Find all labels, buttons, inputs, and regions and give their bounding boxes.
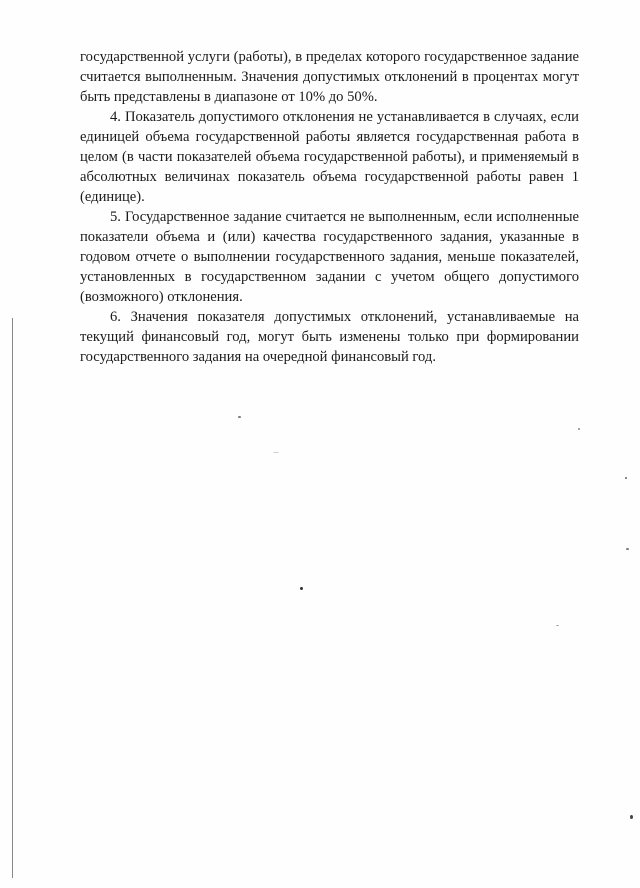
paragraph-continuation: государственной услуги (работы), в пределах которого государственное задание считается выполненным. Значения допустимых отклонений в процентах могут быть представлены в диапазоне от 10% до 50%. [80, 49, 579, 105]
paragraph-item-4: 4. Показатель допустимого отклонения не устанавливается в случаях, если единицей объема государственной работы является государственная работа в целом (в части показателей объема государственной работы), и применяемый в абсолютных величинах показатель объема государственной работы равен 1 (единице). [80, 109, 579, 205]
scan-speck [273, 452, 279, 453]
scan-margin-line [12, 318, 13, 878]
scan-speck [625, 477, 627, 479]
scan-speck [626, 548, 629, 550]
scan-speck [556, 625, 559, 626]
document-body [80, 47, 579, 367]
paragraph-item-6: 6. Значения показателя допустимых отклонений, устанавливаемые на текущий финансовый год, могут быть изменены только при формировании государственного задания на очередной финансовый год. [80, 309, 579, 365]
scan-speck [578, 428, 580, 430]
scan-speck [630, 815, 633, 819]
scan-speck [300, 587, 303, 590]
scan-speck [238, 416, 241, 418]
paragraph-item-5: 5. Государственное задание считается не выполненным, если исполненные показатели объема и (или) качества государственного задания, указанные в годовом отчете о выполнении государственного задания, меньше показателей, установленных в государственном задании с учетом общего допустимого (возможного) отклонения. [80, 209, 579, 305]
